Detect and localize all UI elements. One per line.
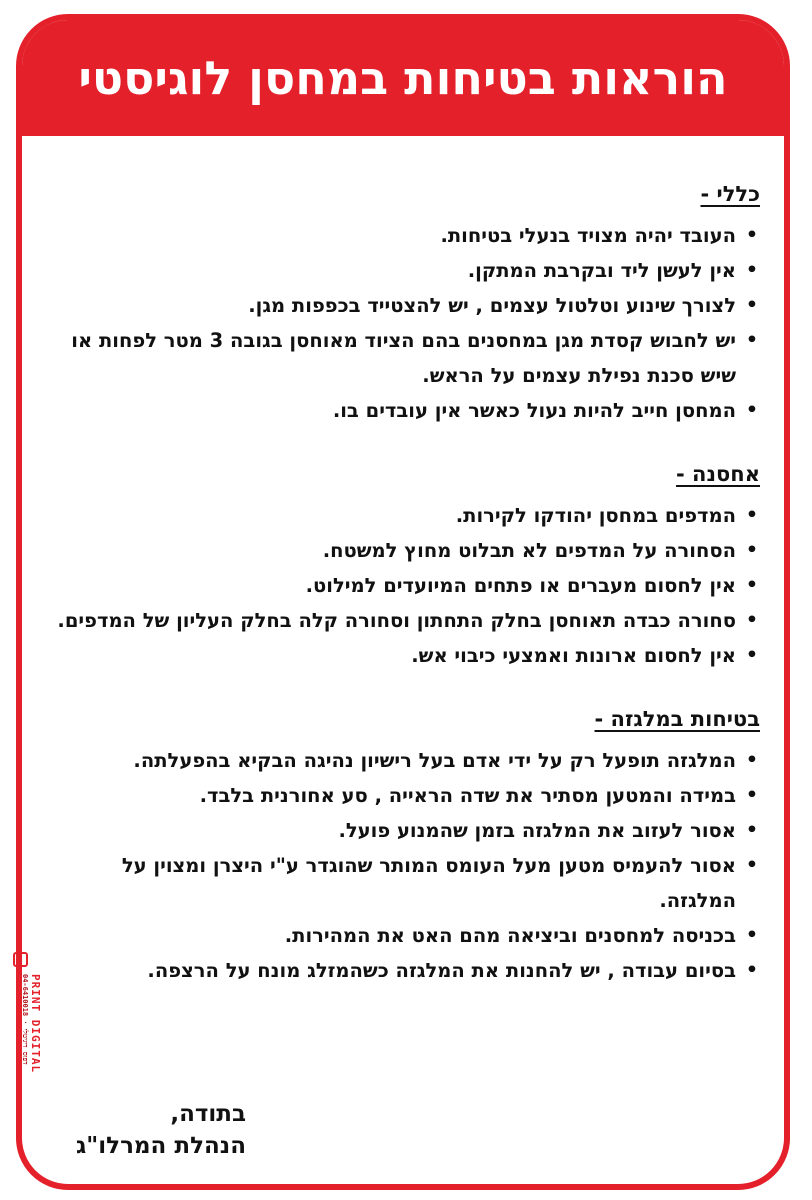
printer-brand: PRINT DIGITAL xyxy=(29,974,42,1074)
list-item: • אין לחסום מעברים או פתחים המיועדים למילוט. xyxy=(48,568,760,603)
signature-block xyxy=(76,1098,246,1162)
printer-credit xyxy=(21,974,42,1073)
list-item: • אין לחסום ארונות ואמצעי כיבוי אש. xyxy=(48,638,760,673)
storage-rules-list xyxy=(48,498,760,673)
sign-header xyxy=(22,20,784,136)
forklift-rules-list xyxy=(48,743,760,988)
list-item: • המחסן חייב להיות נעול כאשר אין עובדים בו. xyxy=(48,393,760,428)
sign-content xyxy=(48,178,760,1018)
list-item: • המדפים במחסן יהודקו לקירות. xyxy=(48,498,760,533)
section-general xyxy=(48,178,760,428)
list-item: • בכניסה למחסנים וביציאה מהם האט את המהירות. xyxy=(48,918,760,953)
section-title-general: כללי - xyxy=(700,182,760,206)
list-item: • יש לחבוש קסדת מגן במחסנים בהם הציוד מאוחסן בגובה 3 מטר לפחות או שיש סכנת נפילת עצמים על הראש. xyxy=(48,323,760,393)
sign-title: הוראות בטיחות במחסן לוגיסטי xyxy=(78,51,728,105)
list-item: • הסחורה על המדפים לא תבלוט מחוץ למשטח. xyxy=(48,533,760,568)
list-item: • בסיום עבודה , יש להחנות את המלגזה כשהמזלג מונח על הרצפה. xyxy=(48,953,760,988)
list-item: • לצורך שינוע וטלטול עצמים , יש להצטייד בכפפות מגן. xyxy=(48,288,760,323)
printer-logo xyxy=(4,950,42,1100)
section-forklift xyxy=(48,703,760,988)
list-item: • אסור להעמיס מטען מעל העומס המותר שהוגדר ע"י היצרן ומצוין על המלגזה. xyxy=(48,848,760,918)
list-item: • המלגזה תופעל רק על ידי אדם בעל רישיון נהיגה הבקיא בהפעלתה. xyxy=(48,743,760,778)
safety-sign xyxy=(16,14,790,1190)
signature-management: הנהלת המרלו"ג xyxy=(76,1133,247,1159)
list-item: • העובד יהיה מצויד בנעלי בטיחות. xyxy=(48,218,760,253)
section-storage xyxy=(48,458,760,673)
printer-phone: 04-6410018 · דפוס דיגיטלי xyxy=(21,974,29,1065)
list-item: • אסור לעזוב את המלגזה בזמן שהמנוע פועל. xyxy=(48,813,760,848)
section-title-storage: אחסנה - xyxy=(676,462,760,486)
list-item: • אין לעשן ליד ובקרבת המתקן. xyxy=(48,253,760,288)
list-item: • במידה והמטען מסתיר את שדה הראייה , סע אחורנית בלבד. xyxy=(48,778,760,813)
list-item: • סחורה כבדה תאוחסן בחלק התחתון וסחורה קלה בחלק העליון של המדפים. xyxy=(48,603,760,638)
printer-logo-icon xyxy=(13,952,28,967)
signature-thanks: בתודה, xyxy=(170,1101,247,1127)
section-title-forklift: בטיחות במלגזה - xyxy=(594,707,760,731)
general-rules-list xyxy=(48,218,760,428)
